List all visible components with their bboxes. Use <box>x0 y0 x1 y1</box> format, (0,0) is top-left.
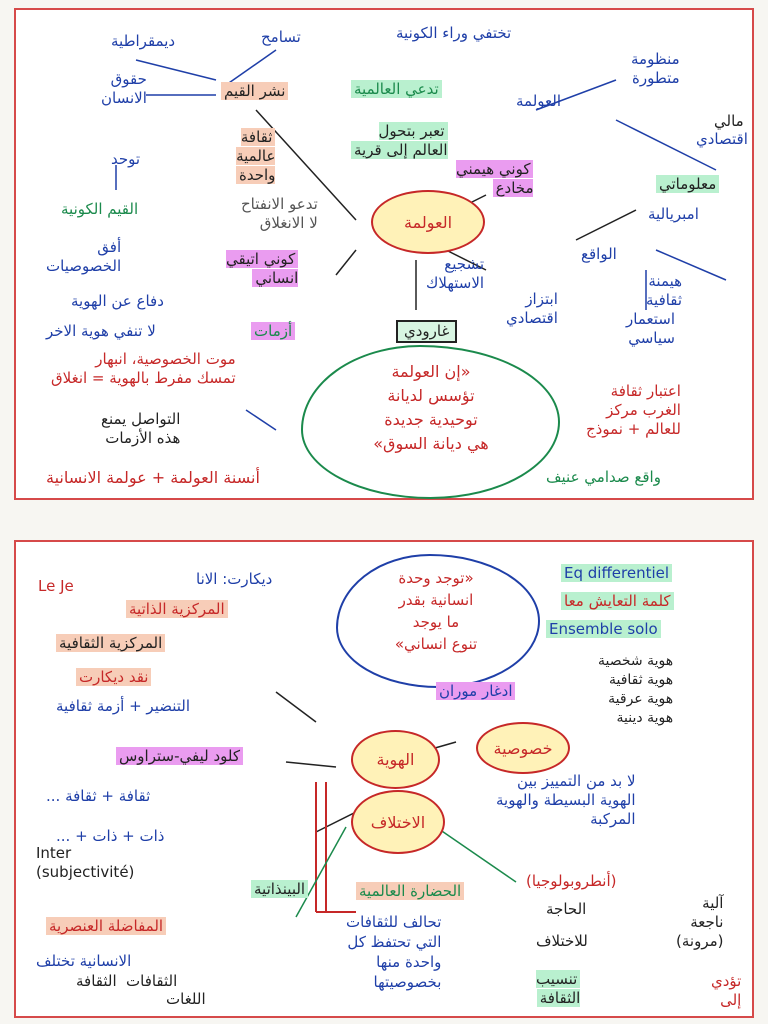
political-colonization-label: استعمار سياسي <box>626 310 675 347</box>
culture-label: الثقافة <box>76 972 117 990</box>
mechanism-label: آلية ناجعة (مرونة) <box>676 894 724 950</box>
difference-bubble <box>351 790 445 854</box>
reality-label: الواقع <box>581 245 617 263</box>
levi-strauss-label: كلود ليفي-ستراوس <box>116 747 243 765</box>
hides-behind-label: تختفي وراء الكونية <box>396 24 512 42</box>
spread-values-label: نشر القيم <box>221 82 288 100</box>
le-je-label: Le Je <box>38 577 74 595</box>
culture-plus-label: ثقافة + ثقافة ... <box>46 787 151 805</box>
quote-text: «إن العولمة تؤسس لديانة توحيدية جديدة هي ديانة السوق» <box>373 362 489 453</box>
not-denial-label: لا تنفي هوية الاخر <box>46 322 156 340</box>
globalization-bubble <box>371 190 485 254</box>
humanizing-label: أنسنة العولمة + عولمة الانسانية <box>46 468 260 487</box>
global-culture-label: ثقافة عالمية واحدة <box>236 128 276 184</box>
globalization-label: العولمة <box>516 92 562 110</box>
unification-label: توحد <box>111 150 141 168</box>
ethnocentric-label: المفاضلة العنصرية <box>46 917 166 935</box>
human-rights-label: حقوق الانسان <box>101 70 147 107</box>
globalization-center: العولمة <box>404 212 453 232</box>
descartes-label: ديكارت: الانا <box>196 570 273 588</box>
mindmap-page-identity <box>14 540 754 1018</box>
intersub-label: Inter (subjectivité) <box>36 844 135 881</box>
quote-unity-text: «توجد وحدة انسانية بقدر ما يوجد تنوع انساني» <box>394 569 478 653</box>
need-label: الحاجة <box>546 900 587 918</box>
cultural-hegemony-label: هيمنة ثقافية <box>646 272 683 309</box>
for-difference-label: للاختلاف <box>536 932 588 950</box>
difference-center: الاختلاف <box>370 812 426 832</box>
defense-label: دفاع عن الهوية <box>71 292 164 310</box>
western-center-label: اعتبار ثقافة الغرب مركز للعالم + نموذج <box>586 382 681 438</box>
tolerance-label: تسامح <box>261 28 301 46</box>
identity-center: الهوية <box>376 750 415 769</box>
intersub-ar-label: البينذاتية <box>251 880 308 898</box>
cultures-label: الثقافات <box>126 972 178 990</box>
civilization-label: الحضارة العالمية <box>356 882 464 900</box>
crises-label: أزمات <box>251 322 295 340</box>
cosmopolitan-label: التنضير + أزمة ثقافية <box>56 697 191 715</box>
claims-universality-label: تدعي العالمية <box>351 80 442 98</box>
languages-label: اللغات <box>166 990 206 1008</box>
author-label: غارودي <box>404 322 450 340</box>
hegemonic-label: كوني هيمني مخادع <box>456 160 534 197</box>
particularity-center: خصوصية <box>493 738 553 758</box>
utopian-label: كوني اتيقي انساني <box>226 250 299 287</box>
living-together-label: كلمة التعايش معا <box>561 592 674 610</box>
cultural-centrism-label: المركزية الثقافية <box>56 634 165 652</box>
equality-label: Eq differentiel <box>561 564 672 582</box>
self-plus-label: ذات + ذات + ... <box>56 827 165 845</box>
anthropology-label: (أنطروبولوجيا) <box>526 872 617 890</box>
death-label: موت الخصوصية، انبهار تمسك مفرط بالهوية = انغلاق <box>51 350 236 387</box>
particularity-bubble <box>476 722 570 774</box>
universal-values-label: القيم الكونية <box>61 200 139 218</box>
openness-label: تدعو الانفتاح لا الانغلاق <box>241 195 318 232</box>
self-centrism-label: المركزية الذاتية <box>126 600 228 618</box>
consumption-label: تشجيع الاستهلاك <box>426 255 485 292</box>
informational-label: معلوماتي <box>656 175 719 193</box>
dialogue-label: تحالف للثقافات التي تحتفظ كل واحدة منها بخصوصيتها <box>346 913 442 991</box>
ensemble-label: Ensemble solo <box>546 620 661 638</box>
economic-extortion-label: ابتزاز اقتصادي <box>506 290 558 327</box>
humanity-label: الانسانية تختلف <box>36 952 132 970</box>
author-box <box>396 320 457 343</box>
critique-descartes-label: نقد ديكارت <box>76 668 151 686</box>
expresses-label: تعبر بتحول العالم إلى قرية <box>351 122 448 159</box>
horizon-label: أفق الخصوصيات <box>46 238 122 275</box>
democracy-label: ديمقراطية <box>111 32 176 50</box>
distinguish-label: لا بد من التمييز بين الهوية البسيطة والهوية المركبة <box>496 772 636 828</box>
communication-label: التواصل يمنع هذه الأزمات <box>101 410 181 447</box>
imperialist-label: امبريالية <box>648 205 699 223</box>
identity-types-list: هوية شخصية هوية ثقافية هوية عرقية هوية دينية <box>598 653 674 726</box>
system-label: منظومة متطورة <box>631 50 680 87</box>
morin-label: ادغار موران <box>436 682 515 700</box>
mindmap-page-globalization <box>14 8 754 500</box>
economic-label: اقتصادي <box>696 130 748 148</box>
financial-label: مالي <box>714 112 744 130</box>
identity-bubble <box>351 730 440 789</box>
leads-to-label: تؤدي إلى <box>711 972 742 1009</box>
relativism-label: تنسيب الثقافة <box>536 970 581 1007</box>
clash-label: واقع صدامي عنيف <box>546 468 661 486</box>
